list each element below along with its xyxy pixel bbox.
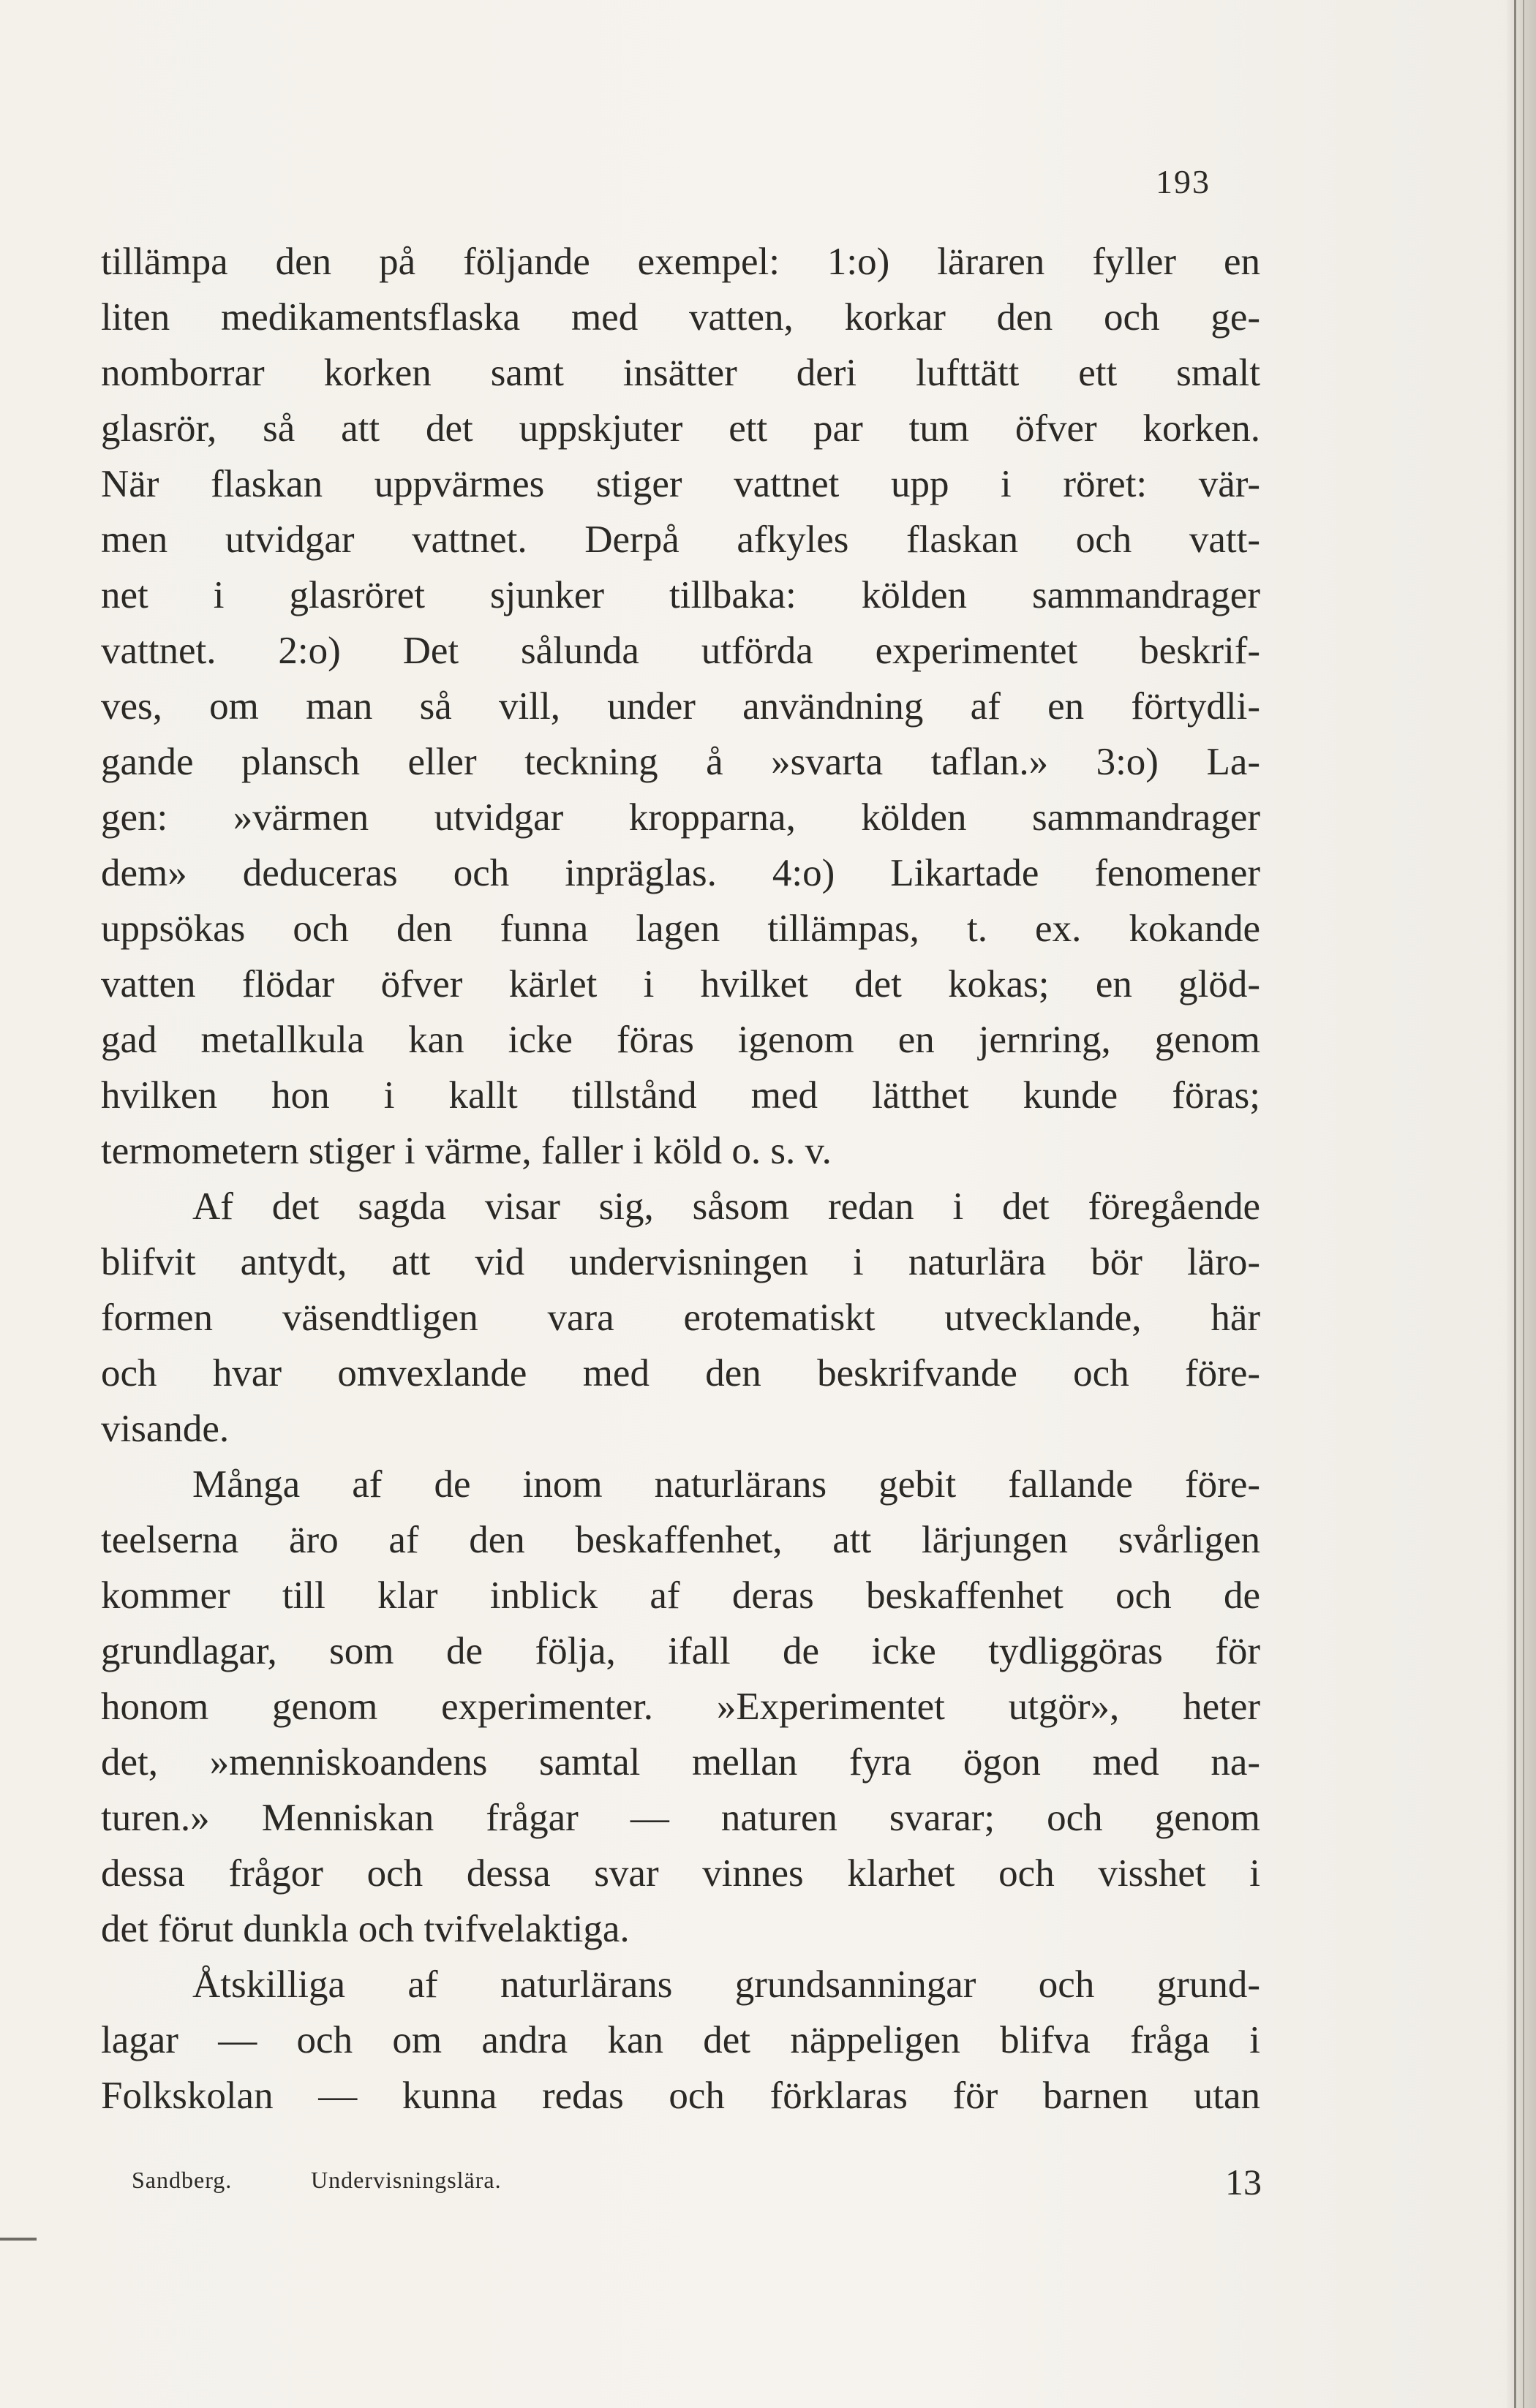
text-line: teelserna äro af den beskaffenhet, att lärjungen svårligen: [101, 1519, 1260, 1561]
text-line: glasrör, så att det uppskjuter ett par tum öfver korken.: [101, 407, 1260, 450]
text-line: grundlagar, som de följa, ifall de icke tydliggöras för: [101, 1630, 1260, 1672]
text-line: termometern stiger i värme, faller i köld o. s. v.: [101, 1130, 832, 1172]
text-line: blifvit antydt, att vid undervisningen i naturlära bör läro-: [101, 1241, 1260, 1283]
footer-title: Undervisningslära.: [311, 2167, 502, 2193]
text-line: Folkskolan — kunna redas och förklaras för barnen utan: [101, 2075, 1260, 2117]
text-line: kommer till klar inblick af deras beskaffenhet och de: [101, 1574, 1260, 1617]
text-line: dessa frågor och dessa svar vinnes klarhet och visshet i: [101, 1852, 1260, 1895]
text-line: nomborrar korken samt insätter deri lufttätt ett smalt: [101, 352, 1260, 394]
text-line: hvilken hon i kallt tillstånd med lätthet kunde föras;: [101, 1074, 1260, 1117]
text-line: honom genom experimenter. »Experimentet utgör», heter: [101, 1686, 1260, 1728]
text-line: liten medikamentsflaska med vatten, korkar den och ge-: [101, 296, 1260, 339]
text-line: tillämpa den på följande exempel: 1:o) läraren fyller en: [101, 241, 1260, 283]
page-number: 193: [1156, 163, 1211, 200]
text-line: uppsökas och den funna lagen tillämpas, t. ex. kokande: [101, 907, 1260, 950]
text-line: gande plansch eller teckning å »svarta taflan.» 3:o) La-: [101, 741, 1260, 783]
text-line: och hvar omvexlande med den beskrifvande och före-: [101, 1352, 1260, 1394]
text-line: Åtskilliga af naturlärans grundsanningar och grund-: [192, 1963, 1260, 2006]
text-line: vattnet. 2:o) Det sålunda utförda experimentet beskrif-: [101, 630, 1260, 672]
text-line: Af det sagda visar sig, såsom redan i det föregående: [192, 1185, 1260, 1228]
text-line: men utvidgar vattnet. Derpå afkyles flaskan och vatt-: [101, 518, 1260, 561]
text-line: ves, om man så vill, under användning af en förtydli-: [101, 685, 1260, 728]
text-line: formen väsendtligen vara erotematiskt utvecklande, här: [101, 1297, 1260, 1339]
text-line: Många af de inom naturlärans gebit fallande före-: [192, 1463, 1260, 1506]
footer-signature: 13: [1225, 2162, 1262, 2203]
text-line: vatten flödar öfver kärlet i hvilket det kokas; en glöd-: [101, 963, 1260, 1005]
text-line: det, »menniskoandens samtal mellan fyra ögon med na-: [101, 1741, 1260, 1784]
text-line: gad metallkula kan icke föras igenom en jernring, genom: [101, 1019, 1260, 1061]
page-footer: [132, 2161, 1262, 2205]
text-line: dem» deduceras och inpräglas. 4:o) Likartade fenomener: [101, 852, 1260, 894]
footer-author: Sandberg.: [132, 2167, 233, 2193]
text-line: turen.» Menniskan frågar — naturen svarar; och genom: [101, 1797, 1260, 1839]
text-line: net i glasröret sjunker tillbaka: kölden sammandrager: [101, 574, 1260, 616]
body-text: [101, 234, 1260, 2124]
text-line: visande.: [101, 1408, 230, 1450]
text-line: gen: »värmen utvidgar kropparna, kölden sammandrager: [101, 796, 1260, 839]
page-edge: [1507, 0, 1536, 2408]
margin-mark: [0, 2238, 37, 2241]
text-line: det förut dunkla och tvifvelaktiga.: [101, 1908, 630, 1950]
text-line: När flaskan uppvärmes stiger vattnet upp i röret: vär-: [101, 463, 1260, 505]
text-line: lagar — och om andra kan det näppeligen blifva fråga i: [101, 2019, 1260, 2061]
